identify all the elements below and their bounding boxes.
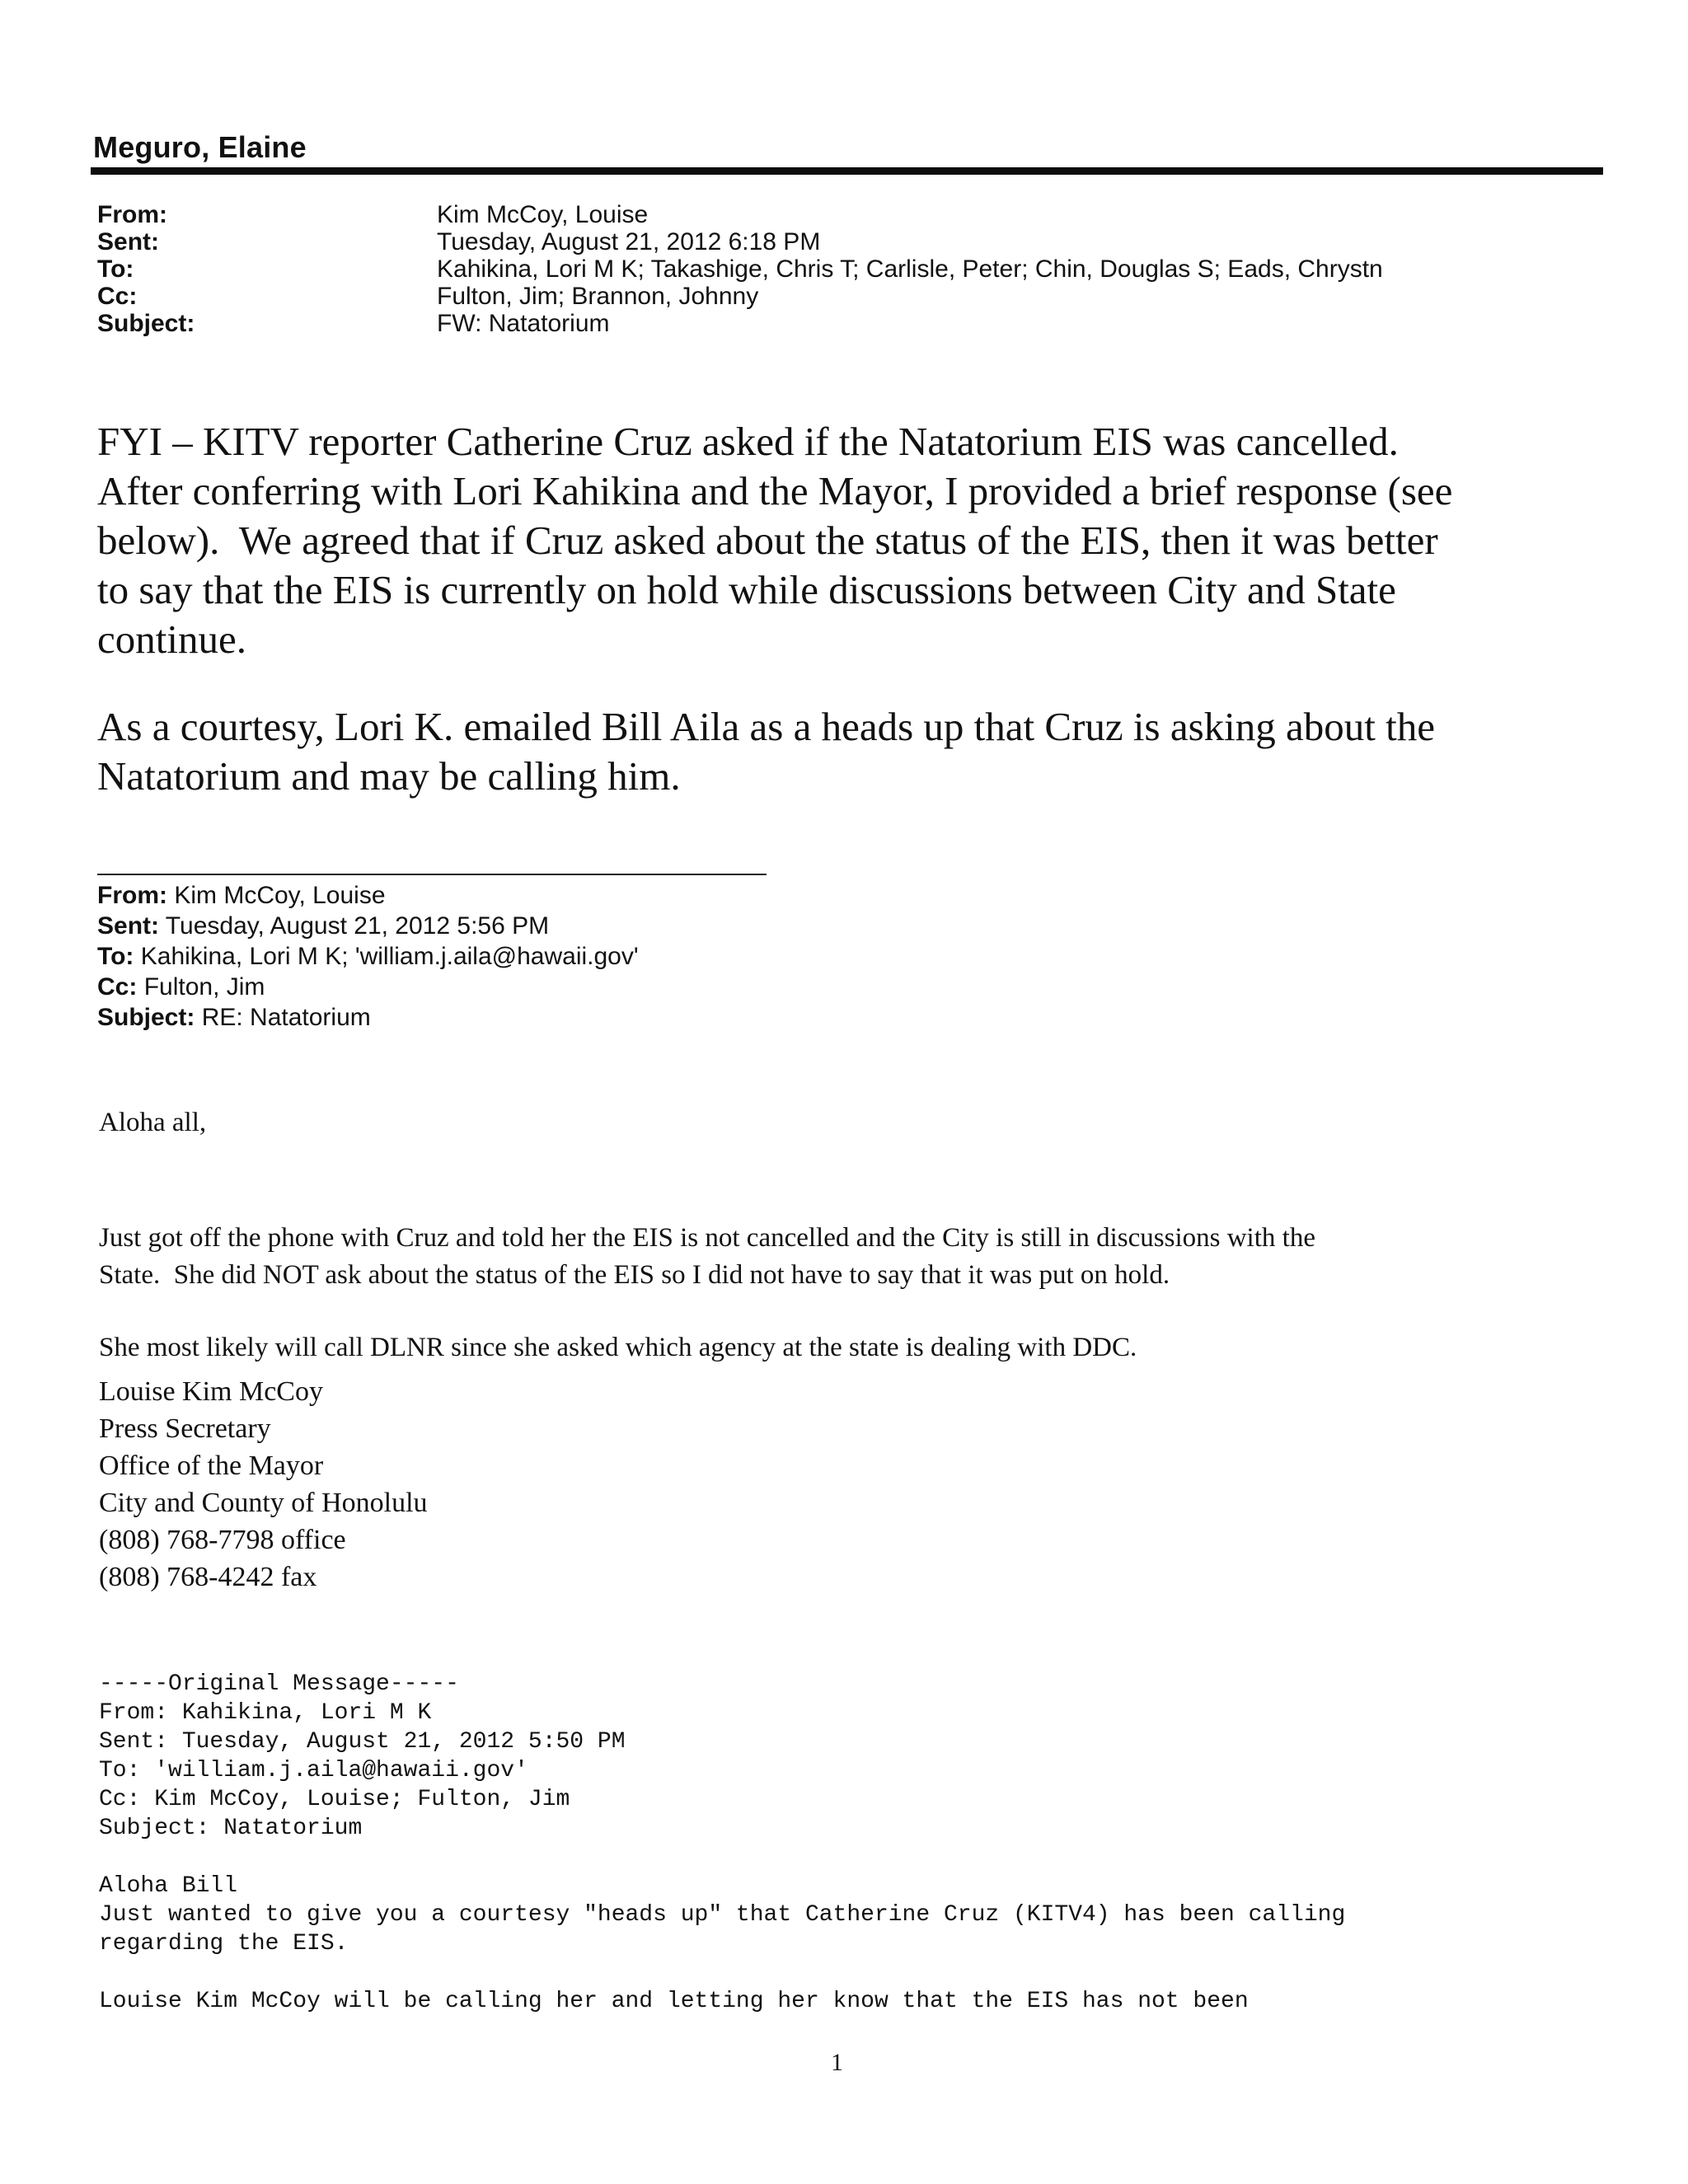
header-subject-row [97,310,1581,337]
signature-organization: City and County of Honolulu [99,1488,428,1518]
cc-value: Fulton, Jim; Brannon, Johnny [437,283,759,310]
from-label: From: [97,201,167,228]
forwarded-to-label: To: [97,943,134,970]
forward-note-line: FYI – KITV reporter Catherine Cruz asked if the Natatorium EIS was cancelled. [97,419,1399,464]
forwarded-to-value: Kahikina, Lori M K; 'william.j.aila@hawaii.gov' [140,943,639,970]
reply-line: State. She did NOT ask about the status of the EIS so I did not have to say that it was put on hold. [99,1260,1170,1290]
forwarded-divider [97,874,767,875]
forward-note-line: continue. [97,616,246,662]
forwarded-cc-value: Fulton, Jim [143,973,265,1001]
forwarded-sent-row [97,911,1086,941]
reply-line: Just got off the phone with Cruz and told her the EIS is not cancelled and the City is still in discussions with the [99,1223,1315,1253]
sent-value: Tuesday, August 21, 2012 6:18 PM [437,228,821,255]
forwarded-subject-label: Subject: [97,1004,195,1031]
reply-body [99,1104,1607,1366]
signature-name: Louise Kim McCoy [99,1376,323,1407]
forwarded-subject-value: RE: Natatorium [201,1004,371,1031]
forwarded-subject-row [97,1002,1086,1033]
original-cc: Cc: Kim McCoy, Louise; Fulton, Jim [99,1787,570,1812]
email-header [97,201,1581,337]
original-body-line: regarding the EIS. [99,1931,349,1957]
forwarded-from-label: From: [97,882,167,909]
forwarded-from-row [97,880,1086,911]
forwarded-from-value: Kim McCoy, Louise [174,882,386,909]
to-label: To: [97,255,134,283]
signature-fax: (808) 768-4242 fax [99,1562,317,1592]
reply-paragraph-1 [99,1183,1607,1294]
forward-note-paragraph-2 [97,702,1606,801]
forwarded-sent-value: Tuesday, August 21, 2012 5:56 PM [165,912,550,940]
header-sent-row [97,228,1581,255]
signature-title: Press Secretary [99,1413,271,1444]
original-message-marker: -----Original Message----- [99,1671,459,1697]
cc-label: Cc: [97,283,138,310]
subject-value: FW: Natatorium [437,310,610,337]
original-sent: Sent: Tuesday, August 21, 2012 5:50 PM [99,1729,626,1755]
sent-label: Sent: [97,228,159,255]
reply-greeting: Aloha all, [99,1108,207,1137]
forwarded-cc-row [97,972,1086,1002]
signature-office: Office of the Mayor [99,1451,324,1481]
forward-note-line: below). We agreed that if Cruz asked about the status of the EIS, then it was better [97,518,1438,563]
forward-note-line: As a courtesy, Lori K. emailed Bill Aila as a heads up that Cruz is asking about the [97,704,1435,749]
signature-phone: (808) 768-7798 office [99,1525,346,1555]
original-to: To: 'william.j.aila@hawaii.gov' [99,1758,528,1783]
forwarded-to-row [97,941,1086,972]
to-value: Kahikina, Lori M K; Takashige, Chris T; Carlisle, Peter; Chin, Douglas S; Eads, Chrystn [437,255,1383,283]
original-greeting: Aloha Bill [99,1873,238,1899]
forward-note-line: Natatorium and may be calling him. [97,753,681,799]
header-to-row [97,255,1581,283]
original-message [99,1670,1615,2016]
forwarded-cc-label: Cc: [97,973,138,1001]
mailbox-owner-name: Meguro, Elaine [93,130,307,164]
original-from: From: Kahikina, Lori M K [99,1700,432,1726]
forward-note-line: After conferring with Lori Kahikina and the Mayor, I provided a brief response (see [97,468,1453,513]
forward-note [97,417,1606,839]
forward-note-line: to say that the EIS is currently on hold while discussions between City and State [97,567,1396,612]
subject-label: Subject: [97,310,195,337]
header-divider [91,167,1603,175]
spacer [99,1843,1615,1872]
reply-paragraph-2: She most likely will call DLNR since she asked which agency at the state is dealing with DDC. [99,1333,1137,1362]
original-closing-line: Louise Kim McCoy will be calling her and letting her know that the EIS has not been [99,1989,1249,2014]
forward-note-paragraph-1 [97,417,1606,664]
header-from-row [97,201,1581,228]
from-value: Kim McCoy, Louise [437,201,649,228]
forwarded-sent-label: Sent: [97,912,159,940]
signature-block [99,1373,841,1596]
page-number: 1 [831,2049,843,2076]
original-subject: Subject: Natatorium [99,1816,363,1841]
original-body-line: Just wanted to give you a courtesy "heads up" that Catherine Cruz (KITV4) has been calling [99,1902,1346,1928]
forwarded-header [97,880,1086,1033]
spacer [99,1958,1615,1987]
header-cc-row [97,283,1581,310]
